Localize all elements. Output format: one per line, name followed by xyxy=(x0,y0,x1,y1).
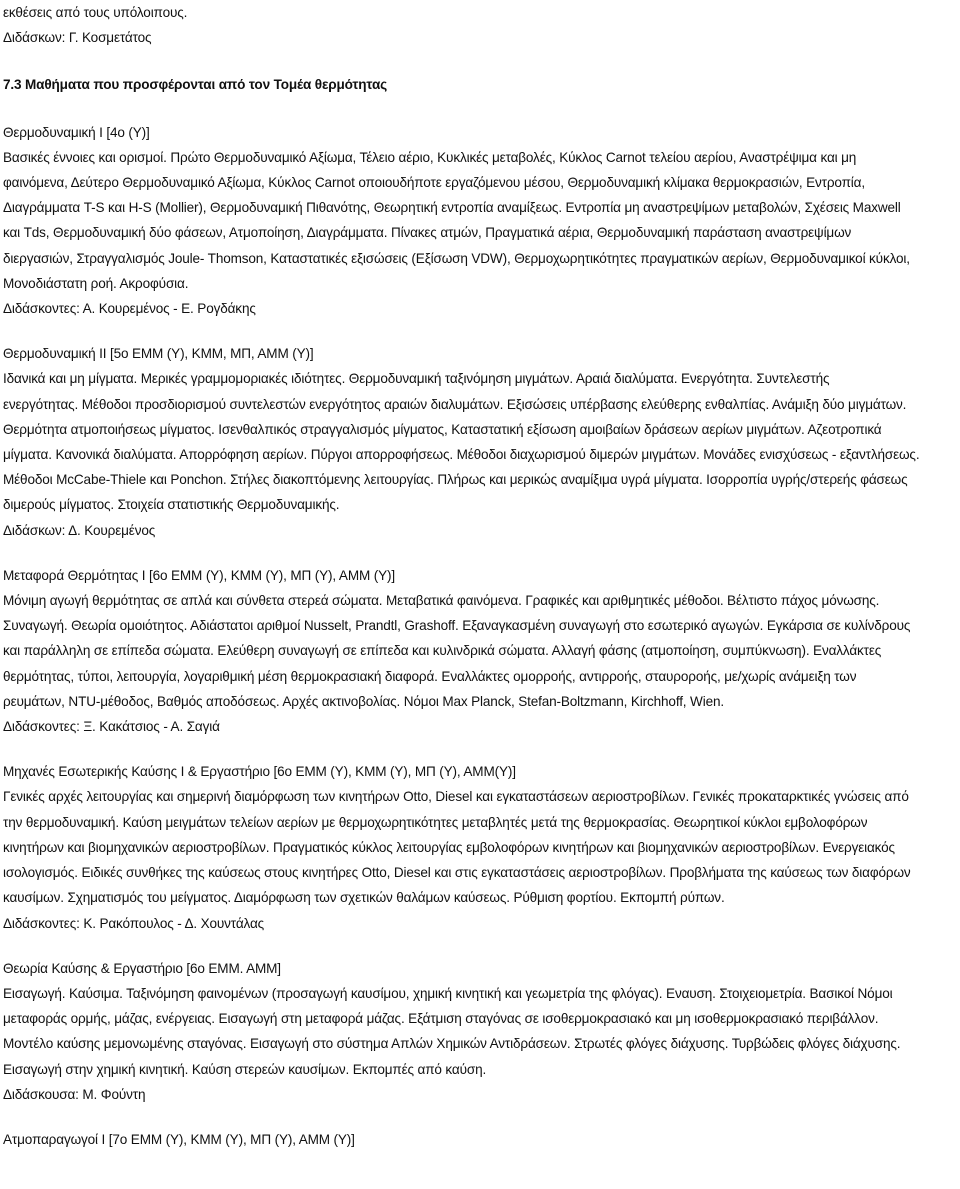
course-text-line: κινητήρων και βιομηχανικών αεριοστροβίλων. Πραγματικός κύκλος λειτουργίας εμβολοφόρων κινητήρων και βιομηχανικών αεριοστροβίλων. Ενεργειακός xyxy=(3,839,895,855)
course-instructors: Διδάσκοντες: Ξ. Κακάτσιος - Α. Σαγιά xyxy=(3,719,220,735)
course-block xyxy=(3,1127,955,1152)
course-text-line: ρευμάτων, NTU-μέθοδος, Βαθμός αποδόσεως. Αρχές ακτινοβολίας. Νόμοι Max Planck, Stefan-Boltzmann, Kirchhoff, Wien. xyxy=(3,693,724,709)
course-text-line: και Tds, Θερμοδυναμική δύο φάσεων, Ατμοποίηση, Διαγράμματα. Πίνακες ατμών, Πραγματικά αέρια, Θερμοδυναμική παράσταση αναστρεψίμων xyxy=(3,225,852,241)
course-text-line: θερμότητας, τύποι, λειτουργία, λογαριθμική μέση θερμοκρασιακή διαφορά. Εναλλάκτες ομορροής, αντιρροής, σταυροροής, με/χωρίς ανάμειξη των xyxy=(3,668,857,684)
course-text-line: Μονοδιάστατη ροή. Ακροφύσια. xyxy=(3,275,189,291)
course-text-line: διμερούς μίγματος. Στοιχεία στατιστικής Θερμοδυναμικής. xyxy=(3,497,340,513)
course-text-line: Εισαγωγή. Καύσιμα. Ταξινόμηση φαινομένων (προσαγωγή καυσίμου, χημική κινητική και γεωμετρία της φλόγας). Εναυση. Στοιχειομετρία. Βασικοί Νόμοι xyxy=(3,985,893,1001)
course-title: Θερμοδυναμική ΙΙ [5ο ΕΜΜ (Υ), ΚΜΜ, ΜΠ, ΑΜΜ (Υ)] xyxy=(3,346,314,362)
course-text-line: ισολογισμός. Ειδικές συνθήκες της καύσεως στους κινητήρες Otto, Diesel και στις εγκαταστάσεις αεριοστροβίλων. Προβλήματα της καύσεως των διαφόρων xyxy=(3,865,911,881)
course-title: Μεταφορά Θερμότητας Ι [6ο ΕΜΜ (Υ), ΚΜΜ (Υ), ΜΠ (Υ), ΑΜΜ (Υ)] xyxy=(3,567,395,583)
course-text-line: Μόνιμη αγωγή θερμότητας σε απλά και σύνθετα στερεά σώματα. Μεταβατικά φαινόμενα. Γραφικές και αριθμητικές μέθοδοι. Βέλτιστο πάχος μόνωσης. xyxy=(3,593,880,609)
course-instructors: Διδάσκουσα: Μ. Φούντη xyxy=(3,1086,146,1102)
course-title: Μηχανές Εσωτερικής Καύσης Ι & Εργαστήριο [6ο ΕΜΜ (Υ), ΚΜΜ (Υ), ΜΠ (Υ), ΑΜΜ(Υ)] xyxy=(3,764,516,780)
course-text-line: Μέθοδοι McCabe-Thiele και Ponchon. Στήλες διακοπτόμενης λειτουργίας. Πλήρως και μερικώς αναμίξιμα υγρά μίγματα. Ισορροπία υγρής/στερεής φάσεως xyxy=(3,472,908,488)
course-text-line: καυσίμων. Σχηματισμός του μείγματος. Διαμόρφωση των σχετικών θαλάμων καύσεως. Ρύθμιση φορτίου. Εκπομπή ρύπων. xyxy=(3,890,725,906)
course-instructors: Διδάσκων: Δ. Κουρεμένος xyxy=(3,522,156,538)
course-text-line: Μοντέλο καύσης μεμονωμένης σταγόνας. Εισαγωγή στο σύστημα Απλών Χημικών Αντιδράσεων. Στρωτές φλόγες διάχυσης. Τυρβώδεις φλόγες διάχυσης. xyxy=(3,1036,901,1052)
course-title: Ατμοπαραγωγοί Ι [7ο ΕΜΜ (Υ), ΚΜΜ (Υ), ΜΠ (Υ), ΑΜΜ (Υ)] xyxy=(3,1131,355,1147)
intro-instructor: Διδάσκων: Γ. Κοσμετάτος xyxy=(3,30,152,46)
course-block xyxy=(3,956,955,1107)
course-text-line: μεταφοράς ορμής, μάζας, ενέργειας. Εισαγωγή στη μεταφορά μάζας. Εξάτμιση σταγόνας σε ισοθερμοκρασιακό και μη ισοθερμοκρασιακό περιβάλλον. xyxy=(3,1011,879,1027)
course-text-line: Θερμότητα ατμοποιήσεως μίγματος. Ισενθαλπικός στραγγαλισμός μίγματος, Καταστατική εξίσωση αμοιβαίων δράσεων αερίων μιγμάτων. Αζεοτροπικά xyxy=(3,421,882,437)
course-block xyxy=(3,341,955,543)
course-text-line: Ιδανικά και μη μίγματα. Μερικές γραμμομοριακές ιδιότητες. Θερμοδυναμική ταξινόμηση μιγμάτων. Αραιά διαλύματα. Ενεργότητα. Συντελεστής xyxy=(3,371,830,387)
course-block xyxy=(3,563,955,739)
course-text-line: Γενικές αρχές λειτουργίας και σημερινή διαμόρφωση των κινητήρων Otto, Diesel και εγκαταστάσεων αεριοστροβίλων. Γενικές προκαταρκτικές γνώσεις από xyxy=(3,789,909,805)
course-text-line: την θερμοδυναμική. Καύση μειγμάτων τελείων αερίων με θερμοχωρητικότητες μεταβλητές μετά της θερμοκρασίας. Θεωρητικοί κύκλοι εμβολοφόρων xyxy=(3,814,868,830)
course-text-line: μίγματα. Κανονικά διαλύματα. Απορρόφηση αερίων. Πύργοι απορροφήσεως. Μέθοδοι διαχωρισμού διμερών μιγμάτων. Μονάδες ενισχύσεως - εξαντλήσεως. xyxy=(3,447,920,463)
course-text-line: και παράλληλη σε επίπεδα σώματα. Ελεύθερη συναγωγή σε επίπεδα και κυλινδρικά σώματα. Αλλαγή φάσης (ατμοποίηση, συμπύκνωση). Εναλλάκτες xyxy=(3,643,882,659)
course-title: Θερμοδυναμική Ι [4ο (Υ)] xyxy=(3,124,150,140)
course-text-line: διεργασιών, Στραγγαλισμός Joule- Thomson, Καταστατικές εξισώσεις (Εξίσωση VDW), Θερμοχωρητικότητες πραγματικών αερίων, Θερμοδυναμικοί κύκλοι, xyxy=(3,250,910,266)
course-text-line: Συναγωγή. Θεωρία ομοιότητος. Αδιάστατοι αριθμοί Nusselt, Prandtl, Grashoff. Εξαναγκασμένη συναγωγή στο εσωτερικό αγωγών. Εγκάρσια σε κυλίνδρους xyxy=(3,618,911,634)
course-block xyxy=(3,759,955,935)
course-block xyxy=(3,120,955,322)
course-title: Θεωρία Καύσης & Εργαστήριο [6ο ΕΜΜ. ΑΜΜ] xyxy=(3,960,281,976)
course-text-line: Βασικές έννοιες και ορισμοί. Πρώτο Θερμοδυναμικό Αξίωμα, Τέλειο αέριο, Κυκλικές μεταβολές, Κύκλος Carnot τελείου αερίου, Αναστρέψιμα και μη xyxy=(3,149,857,165)
course-text-line: φαινόμενα, Δεύτερο Θερμοδυναμικό Αξίωμα, Κύκλος Carnot οποιουδήποτε εργαζόμενου μέσου, Θερμοδυναμική κλίμακα θερμοκρασιών, Εντροπία, xyxy=(3,175,865,191)
course-instructors: Διδάσκοντες: Α. Κουρεμένος - Ε. Ρογδάκης xyxy=(3,301,256,317)
section-title: 7.3 Μαθήματα που προσφέρονται από τον Τομέα θερμότητας xyxy=(3,77,388,93)
course-instructors: Διδάσκοντες: Κ. Ρακόπουλος - Δ. Χουντάλας xyxy=(3,915,265,931)
course-text-line: ενεργότητας. Μέθοδοι προσδιορισμού συντελεστών ενεργότητος αραιών διαλυμάτων. Εξισώσεις υπέρβασης ελεύθερης ενθαλπίας. Ανάμιξη δύο μιγμάτων. xyxy=(3,396,907,412)
course-text-line: Διαγράμματα T-S και H-S (Mollier), Θερμοδυναμική Πιθανότης, Θεωρητική εντροπία αναμίξεως. Εντροπία μη αναστρεψίμων μεταβολών, Σχέσεις Maxwell xyxy=(3,200,901,216)
intro-line: εκθέσεις από τους υπόλοιπους. xyxy=(3,5,188,20)
course-text-line: Εισαγωγή στην χημική κινητική. Καύση στερεών καυσίμων. Εκπομπές από καύση. xyxy=(3,1061,487,1077)
